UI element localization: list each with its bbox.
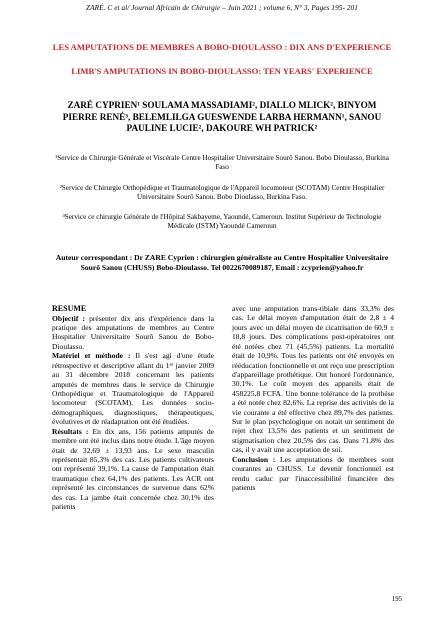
affiliation-2: ²Service de Chirurgie Orthopédique et Traumatologique de l'Appareil locomoteur (SCOTAM) Centre Hospitalier Universitaire Sourô Sanou. Bobo Dioulasso, Burkina Faso. [59, 184, 385, 202]
objectif-label: Objectif : [52, 313, 86, 323]
abstract-objectif [52, 314, 214, 352]
page-number: 195 [391, 596, 402, 603]
affiliation-1: ¹Service de Chirurgie Générale et Viscérale Centre Hospitalier Universitaire Sourô Sanou. Bobo Dioulasso, Burkina Faso [55, 154, 389, 172]
abstract-conclusion [232, 455, 394, 493]
conclusion-text: Les amputations de membres sont courantes au CHUSS. Le devenir fonctionnel est rendu caduc par l'inaccessibilité financière des patients [232, 454, 394, 493]
abstract-heading: RESUME [52, 304, 87, 313]
resultats-text: En dix ans, 156 patients amputés de membre ont été inclus dans notre étude. L'âge moyen était de 32,69 ± 13,93 ans. Le sexe masculin représentait 85,3% des cas. Les patients cultivateurs ont représenté 39,1%. La cause de l'amputation était traumatique chez 64,1% des patients. Les ACR ont représenté les circonstances de survenue dans 62% des cas. La jambe était concernée chez 30,1% des patients [52, 426, 215, 512]
resultats-label: Résultats : [52, 426, 89, 436]
abstract-resultats [52, 427, 214, 512]
article-title-english: LIMB'S AMPUTATIONS IN BOBO-DIOULASSO: TEN YEARS' EXPERIENCE [71, 66, 373, 76]
objectif-text: présenter dix ans d'expérience dans la pratique des amputations de membres au Centre Hospitalier Universitaire Sourô Sanou de Bobo-Dioulasso. [52, 313, 214, 351]
abstract-resultats-continued: avec une amputation trans-tibiale dans 33,3% des cas. Le délai moyen d'amputation était de 2,8 ± 4 jours avec un délai moyen de cicatrisation de 60,9 ± 18,8 jours. Des complications post-opératoires ont été notées chez 71 (45,5%) patients. La mortalité était de 10,9%. Tous les patients ont été envoyés en rééducation fonctionnelle et ont reçu une prescription d'appareillage prothétique. Ont honoré l'ordonnance, 30.1%. Le coût moyen des appareils était de 458225,8 FCFA. Une bonne tolérance de la prothèse a été notée chez 82,6%. La reprise des activités de la vie courante a été effective chez 89,7% des patients. Sur le plan psychologique on notait un sentiment de rejet chez 13,5% des patients et un sentiment de stigmatisation chez 20,5% des cas. Dans 71,8% des cas, il y avait une acceptation de soi. [232, 304, 394, 455]
abstract-methode [52, 351, 214, 426]
affiliation-3: ³Service ce chirurgie Générale de l'Hôpital Sakbayeme, Yaoundé, Cameroun. Institut Supérieur de Technologie Médicale (ISTM) Yaoundé Cameroun [62, 213, 382, 231]
methode-text: Il s'est agi d'une étude rétrospective et descriptive allant du 1ᵉʳ janvier 2009 au 31 décembre 2018 concernant les patients amputés de membres dans le service de Chirurgie Orthopédique et Traumatologique de l'Appareil locomoteur (SCOTAM). Les données socio-démographiques, diagnostiques, thérapeutiques, évolutives et de réadaptation ont été étudiées. [52, 351, 214, 427]
running-head: ZARÉ. C et al/ Journal Africain de Chirurgie – Juin 2021 ; volume 6, N° 3, Pages 195- 201 [86, 4, 358, 12]
abstract-right-column [232, 304, 394, 492]
conclusion-label: Conclusion : [232, 454, 276, 464]
corresponding-author: Auteur correspondant : Dr ZARE Cyprien : chirurgien généraliste au Centre Hospitalier Universitaire Sourô Sanou (CHUSS) Bobo-Dioulasso. Tel 0022670089187, Email : zcyprien@yahoo.fr [55, 253, 389, 272]
author-list: ZARÉ CYPRIEN¹ SOULAMA MASSADIAMI², DIALLO MLICK², BINYOM PIERRE RENÉ³, BELEMLILGA GUESWENDE LARBA HERMANN¹, SANOU PAULINE LUCIE², DAKOURE WH PATRICK² [62, 100, 382, 133]
methode-label: Matériel et méthode : [52, 351, 131, 361]
abstract-left-column [52, 304, 214, 511]
article-title-french: LES AMPUTATIONS DE MEMBRES A BOBO-DIOULASSO : DIX ANS D'EXPERIENCE [52, 42, 392, 52]
